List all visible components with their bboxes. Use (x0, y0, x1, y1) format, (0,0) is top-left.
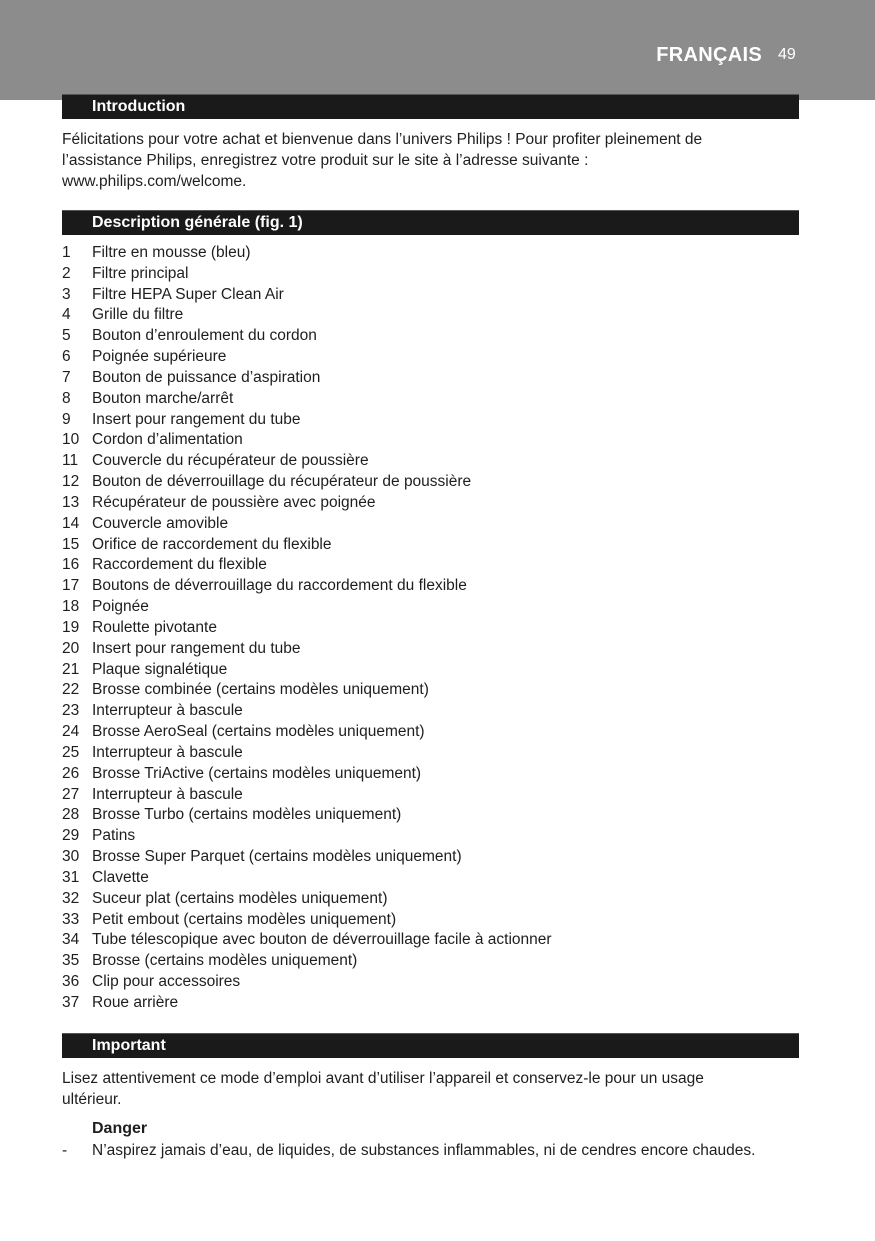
list-item (62, 472, 799, 493)
list-item-number: 11 (62, 452, 79, 470)
list-item-number: 25 (62, 743, 80, 761)
list-item-text: Patins (92, 827, 136, 845)
list-item-number: 23 (62, 702, 80, 720)
list-item-text: Récupérateur de poussière avec poignée (92, 493, 376, 511)
list-item-text: Bouton d’enroulement du cordon (92, 327, 317, 345)
list-item (62, 826, 799, 847)
list-item-text: Brosse Super Parquet (certains modèles uniquement) (92, 848, 462, 866)
list-item-text: Tube télescopique avec bouton de déverrouillage facile à actionner (92, 931, 552, 949)
list-item-number: 8 (62, 389, 71, 407)
list-item (62, 618, 799, 639)
list-item-text: Grille du filtre (92, 306, 184, 324)
list-item (62, 785, 799, 806)
list-item-text: Boutons de déverrouillage du raccordement du flexible (92, 577, 467, 595)
list-item-text: Couvercle amovible (92, 514, 229, 532)
list-item (62, 264, 799, 285)
list-item-text: Filtre principal (92, 264, 189, 282)
list-item-text: Filtre HEPA Super Clean Air (92, 285, 284, 303)
list-item-text: Insert pour rangement du tube (92, 639, 301, 657)
list-item-text: Roulette pivotante (92, 618, 217, 636)
list-item (62, 285, 799, 306)
list-item (62, 451, 799, 472)
paragraph-line: Félicitations pour votre achat et bienvenue dans l’univers Philips ! Pour profiter pleinement de (62, 131, 703, 148)
list-item-number: 15 (62, 535, 80, 553)
list-item (62, 493, 799, 514)
list-item-number: 22 (62, 681, 80, 699)
list-item (62, 347, 799, 368)
list-item-text: Suceur plat (certains modèles uniquement) (92, 889, 388, 907)
list-item-number: 1 (62, 244, 71, 261)
list-item-text: Poignée supérieure (92, 348, 227, 366)
list-item-text: Brosse combinée (certains modèles uniquement) (92, 681, 429, 699)
language-label: FRANÇAIS (656, 44, 762, 66)
section-title: Introduction (92, 98, 186, 115)
list-item (62, 743, 799, 764)
list-item-number: 10 (62, 431, 80, 449)
list-item-text: Interrupteur à bascule (92, 702, 243, 720)
list-item (62, 701, 799, 722)
list-item-text: Raccordement du flexible (92, 556, 267, 574)
list-item (62, 764, 799, 785)
list-item (62, 389, 799, 410)
list-item-number: 26 (62, 764, 80, 782)
list-item-number: 3 (62, 285, 71, 303)
list-item-text: Interrupteur à bascule (92, 743, 243, 761)
list-item-number: 24 (62, 723, 80, 741)
paragraph-line: www.philips.com/welcome. (62, 173, 247, 190)
list-item (62, 847, 799, 868)
list-item-number: 35 (62, 952, 80, 970)
danger-heading: Danger (92, 1120, 148, 1137)
paragraph-line: ultérieur. (62, 1091, 122, 1108)
list-item-text: Plaque signalétique (92, 660, 228, 678)
list-item (62, 660, 799, 681)
list-item (62, 972, 799, 993)
list-item-number: 4 (62, 306, 71, 324)
list-item (62, 514, 799, 535)
list-item-number: 21 (62, 660, 80, 678)
list-item-number: 12 (62, 473, 80, 491)
list-item (62, 930, 799, 951)
list-item-number: 37 (62, 993, 80, 1011)
parts-list (62, 243, 799, 1014)
section-title: Important (92, 1037, 166, 1054)
list-item-number: 32 (62, 889, 80, 907)
introduction-paragraph (62, 129, 799, 192)
list-item-number: 16 (62, 556, 80, 574)
list-item-text: Roue arrière (92, 993, 179, 1011)
paragraph-line: Lisez attentivement ce mode d’emploi avant d’utiliser l’appareil et conservez-le pour un usage (62, 1070, 704, 1087)
list-item-number: 18 (62, 598, 80, 616)
list-item-number: 14 (62, 514, 80, 532)
list-item-number: 13 (62, 493, 80, 511)
section-title: Description générale (fig. 1) (92, 214, 303, 231)
list-item-number: 36 (62, 972, 80, 990)
list-item-text: Brosse TriActive (certains modèles uniquement) (92, 764, 422, 782)
list-item-number: 29 (62, 827, 80, 845)
list-item-text: Clavette (92, 868, 149, 886)
list-item-text: Clip pour accessoires (92, 972, 241, 990)
list-item-number: 31 (62, 868, 80, 886)
list-item-number: 2 (62, 264, 71, 282)
list-item (62, 535, 799, 556)
list-item (62, 597, 799, 618)
list-item-text: Cordon d’alimentation (92, 431, 243, 449)
list-item (62, 951, 799, 972)
list-item-text: Brosse (certains modèles uniquement) (92, 952, 358, 970)
section-header-description (62, 210, 799, 235)
list-item-text: Brosse Turbo (certains modèles uniquement) (92, 806, 402, 824)
list-item-text: Couvercle du récupérateur de poussière (92, 452, 369, 470)
list-item-number: 17 (62, 577, 80, 595)
list-item (62, 410, 799, 431)
section-header-important (62, 1033, 799, 1058)
list-item-text: Bouton marche/arrêt (92, 389, 234, 407)
list-item-number: 5 (62, 327, 71, 345)
list-item-number: 20 (62, 639, 80, 657)
list-item-text: Bouton de déverrouillage du récupérateur de poussière (92, 473, 472, 491)
list-item (62, 889, 799, 910)
list-item-number: 6 (62, 348, 71, 366)
list-item (62, 555, 799, 576)
list-item (62, 243, 799, 264)
header-band (0, 0, 875, 100)
list-item-number: 33 (62, 910, 80, 928)
paragraph-line: l’assistance Philips, enregistrez votre produit sur le site à l’adresse suivante : (62, 152, 589, 169)
list-item-text: Poignée (92, 598, 149, 616)
list-item (62, 722, 799, 743)
list-item-number: 9 (62, 410, 71, 428)
list-item-text: Orifice de raccordement du flexible (92, 535, 332, 553)
list-item (62, 639, 799, 660)
list-item-text: Brosse AeroSeal (certains modèles uniquement) (92, 723, 425, 741)
list-item-number: 7 (62, 368, 71, 386)
list-item-number: 27 (62, 785, 80, 803)
list-item (62, 993, 799, 1014)
section-header-introduction (62, 94, 799, 119)
list-item-text: Petit embout (certains modèles uniquement) (92, 910, 397, 928)
list-item (62, 576, 799, 597)
bullet-dash: - (62, 1142, 68, 1159)
list-item (62, 430, 799, 451)
list-item-text: Interrupteur à bascule (92, 785, 243, 803)
list-item (62, 305, 799, 326)
list-item-number: 34 (62, 931, 80, 949)
important-paragraph (62, 1068, 799, 1110)
list-item (62, 805, 799, 826)
page-number: 49 (778, 46, 796, 63)
list-item (62, 680, 799, 701)
list-item-text: Insert pour rangement du tube (92, 410, 301, 428)
bullet-text: N’aspirez jamais d’eau, de liquides, de substances inflammables, ni de cendres encore chaudes. (92, 1142, 756, 1159)
list-item (62, 868, 799, 889)
list-item-number: 19 (62, 618, 80, 636)
list-item-text: Bouton de puissance d’aspiration (92, 368, 321, 386)
list-item-text: Filtre en mousse (bleu) (92, 244, 251, 261)
list-item-number: 28 (62, 806, 80, 824)
list-item (62, 326, 799, 347)
list-item (62, 910, 799, 931)
list-item (62, 368, 799, 389)
list-item-number: 30 (62, 848, 80, 866)
